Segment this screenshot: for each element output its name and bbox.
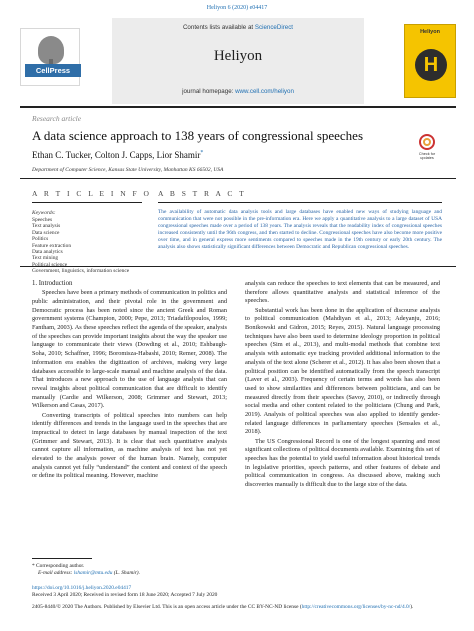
keyword-item: Data analytics: [32, 249, 63, 256]
updates-label: Check for updates: [418, 152, 436, 160]
homepage-link[interactable]: www.cell.com/heliyon: [235, 88, 294, 95]
heliyon-logo-icon: H: [415, 49, 447, 81]
homepage-line: [112, 88, 364, 95]
email-label: E-mail address:: [38, 569, 74, 576]
check-for-updates-badge[interactable]: [414, 134, 440, 160]
article-dates: Received 3 April 2020; Received in revised form 18 June 2020; Accepted 7 July 2020: [32, 591, 218, 598]
header-divider: [20, 106, 456, 108]
article-title: A data science approach to 138 years of congressional speeches: [32, 128, 364, 143]
body-paragraph: The US Congressional Record is one of the longest spanning and most significant collections of political documents available. Examining this set of speeches has the potential to yield useful information about historical trends in legislative priorities, speech patterns, and other features of debate and political communication in congress. As discussed above, making such discoveries manually is difficult due to the large size of the data.: [245, 437, 440, 489]
journal-header: [20, 18, 456, 104]
corresponding-author-mark[interactable]: *: [200, 150, 204, 156]
contents-line: [112, 24, 364, 31]
license-notice: [32, 604, 448, 611]
cover-title: Heliyon: [420, 29, 440, 35]
footnote-label: Corresponding author.: [34, 563, 85, 569]
doi-link[interactable]: https://doi.org/10.1016/j.heliyon.2020.e04417: [32, 585, 132, 591]
license-link[interactable]: http://creativecommons.org/licenses/by-nc-nd/4.0/: [301, 604, 411, 610]
author-list: [32, 150, 203, 160]
abstract-heading: A B S T R A C T: [158, 189, 247, 198]
doi-block: [32, 585, 217, 599]
abstract-bottom-rule: [20, 266, 456, 267]
keywords-label: Keywords:: [32, 210, 56, 216]
elsevier-logo: [20, 28, 80, 86]
license-suffix: ).: [410, 604, 414, 610]
keyword-item: Government, linguistics, information science: [32, 268, 130, 275]
title-divider: [20, 178, 456, 179]
abstract-text: The availability of automatic data analysis tools and large databases have enabled new ways of studying language and communication that were not possible in the pre-information era. Here we apply a quantitative analysis to a large dataset of USA congressional speeches made over a period of 138 years. The analysis reveals that the readability index of congressional speeches increased consistently until the 96th congress, and then started to decline. Congressional speeches have also become more positive over time, and in general express more sentiments compared to speeches made in the 19th century or early 20th century. The analysis also shows statistically significant differences between Democratic and Republican congressional speeches.: [158, 209, 442, 250]
heliyon-cover-image: [404, 24, 456, 98]
body-column-right: [245, 280, 440, 490]
author-email-link[interactable]: lshamir@mtu.edu: [73, 569, 113, 576]
journal-masthead: [112, 18, 364, 104]
footnote-mark: *: [32, 563, 35, 569]
info-rule: [32, 202, 142, 203]
body-paragraph: Speeches have been a primary methods of communication in politics and public administration, and their pivotal role in the government and Democratic process has been noted since the ancient Greek and Roman government systems (Champion, 2000; Pepe, 2013; Triadafilopoulos, 1999; Fantham, 2003). As these speeches reflect the agenda of the speaker, analysis of the speeches can provide important insights about the way the speaker use language to communicate their views (Dowding et al., 2010; Eshbaugh-Soha, 2010; Schaffner, 1996; Boromisza-Habashi, 2010; Remer, 2008). The information era enables the digitization of archives, making very large databases accessible to large-scale manual and machine analysis of the data. That introduces a new approach to the use of language analysis that can reveal insights about political communication that are difficult to identify manually (Cardie and Wilkerson, 2008; Grimmer and Stewart, 2013; Wilkerson and Casas, 2017).: [32, 289, 227, 410]
keyword-item: Politics: [32, 236, 49, 243]
journal-reference[interactable]: Heliyon 6 (2020) e04417: [206, 5, 268, 11]
homepage-prefix: journal homepage:: [182, 88, 236, 95]
cellpress-logo: CellPress: [25, 64, 81, 77]
license-prefix: 2405-8440/© 2020 The Authors. Published by Elsevier Ltd. This is an open access article under the CC BY-NC-ND license (: [32, 604, 302, 610]
affiliation: Department of Computer Science, Kansas State University, Manhattan KS 66502, USA: [32, 167, 224, 173]
email-suffix: (L. Shamir).: [112, 569, 140, 576]
keyword-item: Text analysis: [32, 223, 61, 230]
body-paragraph: Substantial work has been done in the application of discourse analysis to political communication (Mahdiyan et al., 2013; Adeyanju, 2016; Bonikowski and Gidron, 2015; Reyes, 2015). Natural language processing techniques have also been used to determine ideology proportion in political speeches (Sim et al., 2013), and multi-modal methods that combine text analysis with automatic eye tracking provided additional information to the analysis of the text alone (Scherer et al., 2012). It has also been shown that a political position can be identified automatically from the speech transcript (Laver et al., 2003). Frequency of certain terms and words has also been used to show similarities and differences between politicians, and can be measured directly from their speeches (Savoy, 2010), or indirectly through social media and other content related to the politicians (Chung and Park, 2019). Analysis of political speeches was also applied to identify gender-related language differences in parliamentary speeches (Sensales et al., 2018).: [245, 306, 440, 436]
abstract-rule: [158, 202, 442, 203]
article-info-heading: A R T I C L E I N F O: [32, 189, 152, 198]
journal-name: Heliyon: [213, 48, 263, 64]
keyword-item: Text mining: [32, 255, 59, 262]
body-column-left: [32, 280, 227, 482]
keyword-item: Data science: [32, 229, 60, 236]
keyword-item: Feature extraction: [32, 242, 72, 249]
body-paragraph: Converting transcripts of political speeches into numbers can help identify differences and trends in the language used in the speeches that are impractical to detect in large databases by manual inspection of the text (Grimmer and Stewart, 2013). It is clear that such quantitative analysis cannot capture all information, as machine analysis of text has not yet elevated to the analysis power of the human brain. Namely, computer analysis cannot yet fully “understand” the content and context of the speech or define its political meaning. However, machine: [32, 411, 227, 480]
section-heading-introduction: 1. Introduction: [32, 280, 73, 287]
authors-text: Ethan C. Tucker, Colton J. Capps, Lior Shamir: [32, 150, 201, 160]
keyword-item: Speeches: [32, 217, 53, 223]
footnote: [32, 563, 140, 577]
contents-prefix: Contents lists available at: [182, 24, 255, 31]
sciencedirect-link[interactable]: ScienceDirect: [254, 24, 294, 31]
article-type: Research article: [32, 114, 82, 123]
body-paragraph: analysis can reduce the speeches to text elements that can be measured, and therefore allows quantitative analysis and statistical inference of the speeches.: [245, 280, 440, 305]
keyword-item: Political science: [32, 261, 68, 268]
footnote-rule: [32, 558, 92, 559]
